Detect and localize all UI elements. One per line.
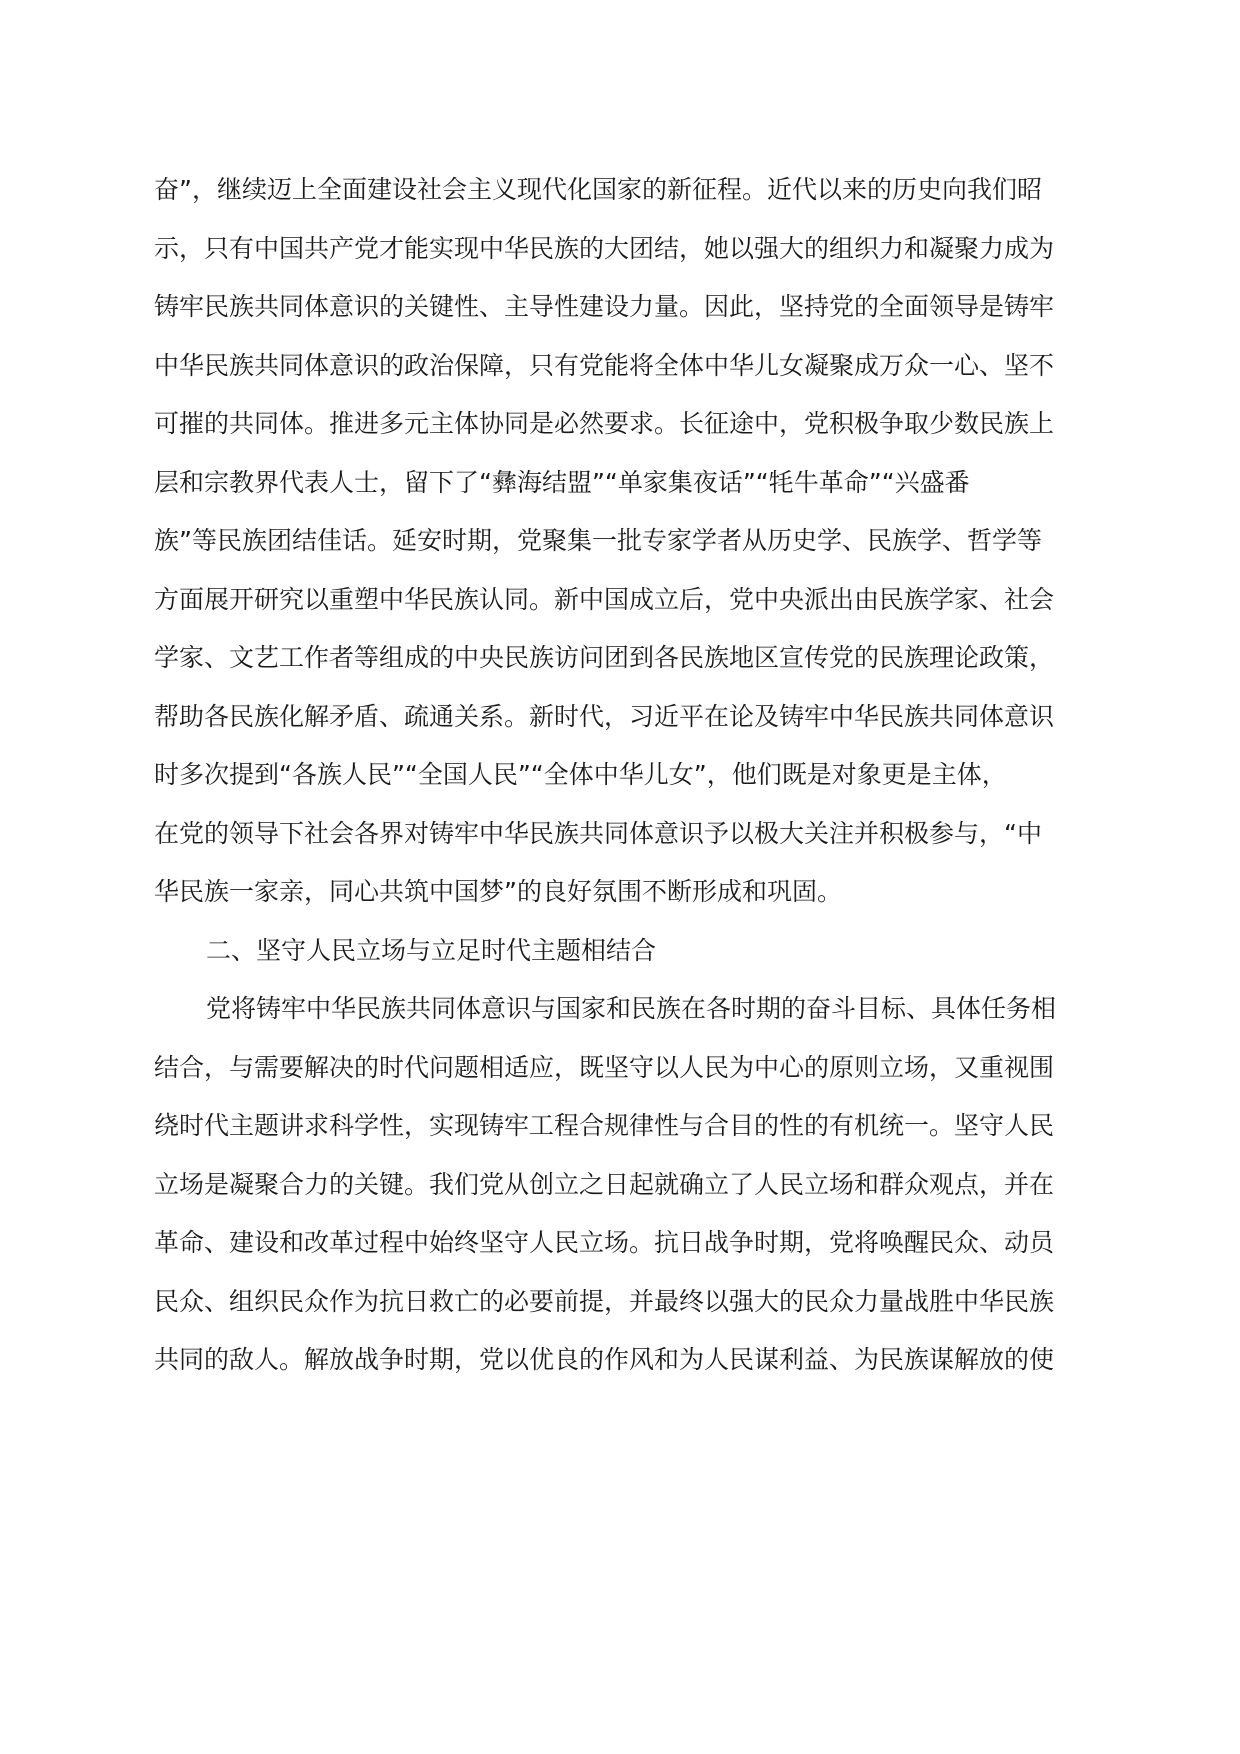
text-line: 层和宗教界代表人士，留下了“彝海结盟”“单家集夜话”“牦牛革命”“兴盛番 [154, 468, 970, 497]
text-line: 中华民族共同体意识的政治保障，只有党能将全体中华儿女凝聚成万众一心、坚不 [154, 351, 1055, 380]
text-line: 在党的领导下社会各界对铸牢中华民族共同体意识予以极大关注并积极参与，“中 [154, 819, 1042, 848]
text-line: 革命、建设和改革过程中始终坚守人民立场。抗日战争时期，党将唤醒民众、动员 [154, 1228, 1055, 1257]
text-line: 帮助各民族化解矛盾、疏通关系。新时代，习近平在论及铸牢中华民族共同体意识 [154, 702, 1055, 731]
text-line: 铸牢民族共同体意识的关键性、主导性建设力量。因此，坚持党的全面领导是铸牢 [154, 292, 1055, 321]
text-line: 立场是凝聚合力的关键。我们党从创立之日起就确立了人民立场和群众观点，并在 [154, 1170, 1055, 1199]
text-line: 方面展开研究以重塑中华民族认同。新中国成立后，党中央派出由民族学家、社会 [154, 585, 1055, 614]
text-line: 奋”，继续迈上全面建设社会主义现代化国家的新征程。近代以来的历史向我们昭 [154, 175, 1042, 204]
text-line: 时多次提到“各族人民”“全国人民”“全体中华儿女”，他们既是对象更是主体， [154, 760, 1007, 789]
text-line: 可摧的共同体。推进多元主体协同是必然要求。长征途中，党积极争取少数民族上 [154, 409, 1055, 438]
section-heading: 二、坚守人民立场与立足时代主题相结合 [206, 936, 657, 965]
text-line: 华民族一家亲，同心共筑中国梦”的良好氛围不断形成和巩固。 [154, 877, 842, 906]
text-line: 族”等民族团结佳话。延安时期，党聚集一批专家学者从历史学、民族学、哲学等 [154, 526, 1042, 555]
text-line: 绕时代主题讲求科学性，实现铸牢工程合规律性与合目的性的有机统一。坚守人民 [154, 1111, 1055, 1140]
text-line: 学家、文艺工作者等组成的中央民族访问团到各民族地区宣传党的民族理论政策， [154, 643, 1055, 672]
text-line: 示，只有中国共产党才能实现中华民族的大团结，她以强大的组织力和凝聚力成为 [154, 234, 1055, 263]
text-line: 共同的敌人。解放战争时期，党以优良的作风和为人民谋利益、为民族谋解放的使 [154, 1345, 1055, 1374]
text-line: 民众、组织民众作为抗日救亡的必要前提，并最终以强大的民众力量战胜中华民族 [154, 1287, 1055, 1316]
text-line: 党将铸牢中华民族共同体意识与国家和民族在各时期的奋斗目标、具体任务相 [206, 994, 1057, 1023]
text-line: 结合，与需要解决的时代问题相适应，既坚守以人民为中心的原则立场，又重视围 [154, 1053, 1055, 1082]
